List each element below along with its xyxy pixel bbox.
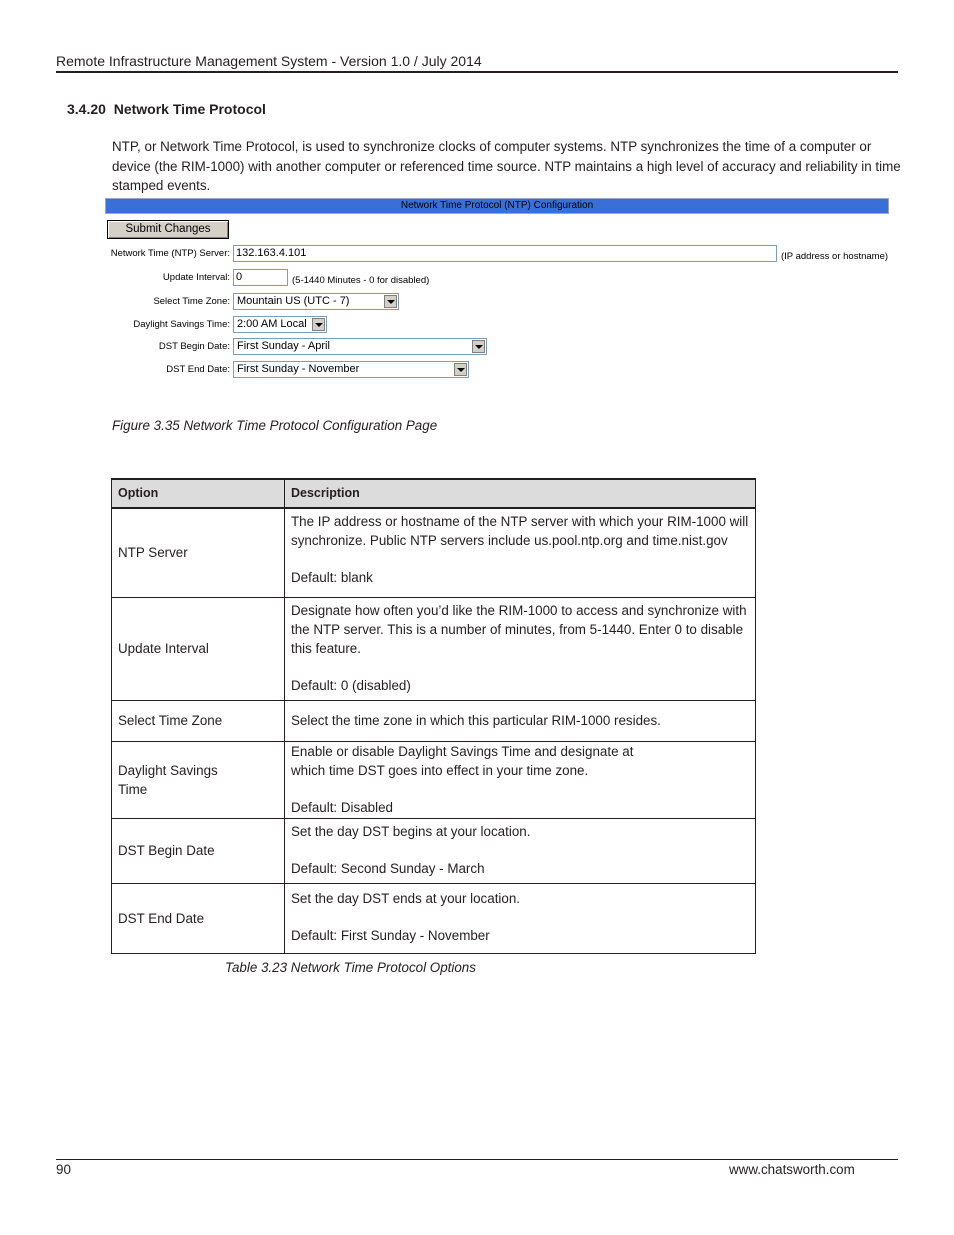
dst-begin-select[interactable] (233, 338, 487, 355)
ntp-server-label: Network Time (NTP) Server: (110, 248, 230, 259)
default-text: Default: Disabled (291, 799, 393, 815)
update-interval-input[interactable]: 0 (233, 269, 288, 286)
page-number: 90 (56, 1162, 71, 1177)
config-title-bar (105, 198, 889, 214)
config-title: Network Time Protocol (NTP) Configuration (400, 200, 594, 211)
running-header: Remote Infrastructure Management System - Version 1.0 / July 2014 (56, 53, 482, 69)
dst-end-value: First Sunday - November (237, 363, 360, 375)
option-text: Daylight Savings Time (118, 762, 218, 797)
default-text: Default: Second Sunday - March (291, 860, 485, 876)
option-cell: Select Time Zone (112, 700, 285, 741)
table-row (112, 883, 756, 953)
default-text: Default: 0 (disabled) (291, 677, 411, 693)
table-row (112, 597, 756, 700)
daylight-savings-label: Daylight Savings Time: (133, 319, 230, 330)
ntp-server-hint: (IP address or hostname) (781, 251, 889, 262)
chevron-down-icon[interactable] (472, 340, 485, 353)
dst-begin-label: DST Begin Date: (158, 341, 230, 352)
header-option: Option (112, 479, 285, 508)
description-text: Select the time zone in which this particular RIM-1000 resides. (291, 713, 661, 728)
table-row (112, 741, 756, 818)
table-row (112, 818, 756, 883)
description-text: Set the day DST begins at your location. (291, 823, 531, 839)
chevron-down-icon[interactable] (454, 363, 467, 376)
option-cell: DST End Date (112, 883, 285, 953)
daylight-savings-select[interactable] (233, 316, 327, 333)
time-zone-select[interactable] (233, 293, 399, 310)
description-cell (285, 741, 756, 818)
options-table (111, 478, 756, 954)
daylight-savings-value: 2:00 AM Local (237, 318, 307, 330)
website-link[interactable]: www.chatsworth.com (729, 1162, 855, 1177)
chevron-down-icon[interactable] (384, 295, 397, 308)
update-interval-hint: (5-1440 Minutes - 0 for disabled) (292, 275, 430, 286)
table-row (112, 700, 756, 741)
option-cell (112, 741, 285, 818)
update-interval-label: Update Interval: (162, 272, 230, 283)
default-text: Default: First Sunday - November (291, 927, 490, 943)
description-cell (285, 700, 756, 741)
intro-paragraph: NTP, or Network Time Protocol, is used to synchronize clocks of computer systems. NTP synchronizes the time of a computer or device (the RIM-1000) with another computer or referenced time source. NTP maintains a high level of accuracy and reliability in time stamped events. (112, 139, 901, 193)
ntp-server-input[interactable]: 132.163.4.101 (233, 245, 777, 262)
description-text: Designate how often you’d like the RIM-1000 to access and synchronize with the NTP server. This is a number of minutes, from 5-1440. Enter 0 to disable this feature. (291, 602, 747, 656)
table-row (112, 508, 756, 597)
dst-end-select[interactable] (233, 361, 469, 378)
header-divider (56, 71, 898, 73)
description-text: The IP address or hostname of the NTP server with which your RIM-1000 will synchronize. Public NTP servers include us.pool.ntp.org and time.nist.gov (291, 514, 749, 548)
dst-end-label: DST End Date: (166, 364, 230, 375)
description-cell (285, 597, 756, 700)
time-zone-label: Select Time Zone: (153, 296, 230, 307)
table-caption: Table 3.23 Network Time Protocol Options (225, 960, 476, 975)
footer-divider (56, 1159, 898, 1160)
option-cell: DST Begin Date (112, 818, 285, 883)
description-cell (285, 883, 756, 953)
description-text: Set the day DST ends at your location. (291, 890, 521, 906)
description-cell (285, 508, 756, 597)
header-description: Description (285, 479, 756, 508)
table-header-row (112, 479, 756, 508)
section-title: 3.4.20 Network Time Protocol (67, 101, 266, 117)
description-cell (285, 818, 756, 883)
chevron-down-icon[interactable] (312, 318, 325, 331)
submit-changes-button[interactable]: Submit Changes (107, 220, 229, 239)
dst-begin-value: First Sunday - April (237, 340, 330, 352)
description-text: Enable or disable Daylight Savings Time and designate at which time DST goes into effect in your time zone. (291, 743, 634, 778)
figure-caption: Figure 3.35 Network Time Protocol Configuration Page (112, 418, 438, 433)
default-text: Default: blank (291, 570, 373, 585)
time-zone-value: Mountain US (UTC - 7) (237, 295, 350, 307)
option-cell: NTP Server (112, 508, 285, 597)
option-cell: Update Interval (112, 597, 285, 700)
